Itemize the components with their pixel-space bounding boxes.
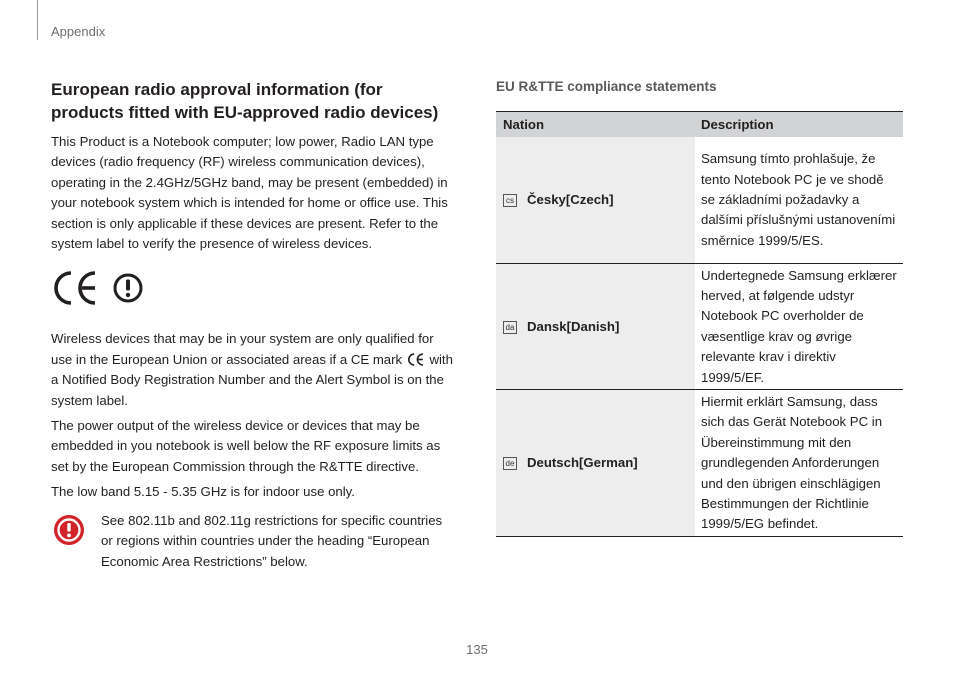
warning-note — [51, 511, 456, 572]
nation-name: Deutsch[German] — [527, 455, 638, 471]
ce-mark-icon — [53, 270, 99, 306]
wireless-text-start: Wireless devices that may be in your system are only qualified for use in the European Union or associated areas if a CE mark — [51, 331, 434, 367]
column-header-nation: Nation — [496, 112, 695, 138]
left-column — [51, 78, 456, 572]
section-label: Appendix — [51, 24, 106, 39]
right-column — [496, 78, 903, 537]
wireless-paragraph — [51, 329, 456, 411]
page-number: 135 — [466, 642, 488, 657]
column-header-description: Description — [695, 112, 903, 138]
ce-mark-inline-icon — [407, 353, 425, 366]
intro-paragraph: This Product is a Notebook computer; low power, Radio LAN type devices (radio frequency (RF) wireless communication devices), operating in the 2.4GHz/5GHz band, may be present (embedded) in your notebook system which is intended for home or office use. This section is only applicable if these devices are present. Refer to the system label to verify the presence of wireless devices. — [51, 134, 448, 252]
table-row — [496, 389, 903, 536]
nation-cell — [496, 389, 695, 536]
nation-name: Dansk[Danish] — [527, 318, 620, 334]
description-cell: Undertegnede Samsung erklærer herved, at følgende udstyr Notebook PC overholder de væsentlige krav og øvrige relevante krav i direktiv 1999/5/EF. — [695, 263, 903, 389]
power-output-paragraph: The power output of the wireless device or devices that may be embedded in you notebook is well below the RF exposure limits as set by the European Commission through the R&TTE directive. — [51, 418, 441, 474]
page-heading: European radio approval information (for products fitted with EU-approved radio devices) — [51, 80, 439, 122]
nation-cell — [496, 263, 695, 389]
wireless-text-end: with a Notified Body Registration Number and the Alert Symbol is on the system label. — [51, 351, 453, 408]
table-title: EU R&TTE compliance statements — [496, 79, 717, 94]
ce-alert-marks — [53, 267, 456, 309]
compliance-table — [496, 111, 903, 537]
header-rule — [37, 0, 38, 40]
nation-cell — [496, 137, 695, 263]
table-row — [496, 263, 903, 389]
description-cell: Samsung tímto prohlašuje, že tento Notebook PC je ve shodě se základními požadavky a dalšími příslušnými ustanoveními směrnice 1999/5/ES. — [695, 137, 903, 263]
table-row — [496, 137, 903, 263]
description-cell: Hiermit erklärt Samsung, dass sich das Gerät Notebook PC in Übereinstimmung mit den grundlegenden Anforderungen und den übrigen einschlägigen Bestimmungen der Richtlinie 1999/5/EG befindet. — [695, 389, 903, 536]
alert-symbol-icon — [113, 273, 143, 303]
warning-text: See 802.11b and 802.11g restrictions for specific countries or regions within countries under the heading “European Economic Area Restrictions” below. — [101, 512, 443, 569]
language-code-icon: de — [503, 457, 517, 470]
language-code-icon: da — [503, 321, 517, 334]
low-band-paragraph: The low band 5.15 - 5.35 GHz is for indoor use only. — [51, 484, 355, 500]
language-code-icon: cs — [503, 194, 517, 207]
warning-icon — [53, 514, 85, 546]
nation-name: Česky[Czech] — [527, 192, 614, 208]
table-header-row — [496, 112, 903, 138]
